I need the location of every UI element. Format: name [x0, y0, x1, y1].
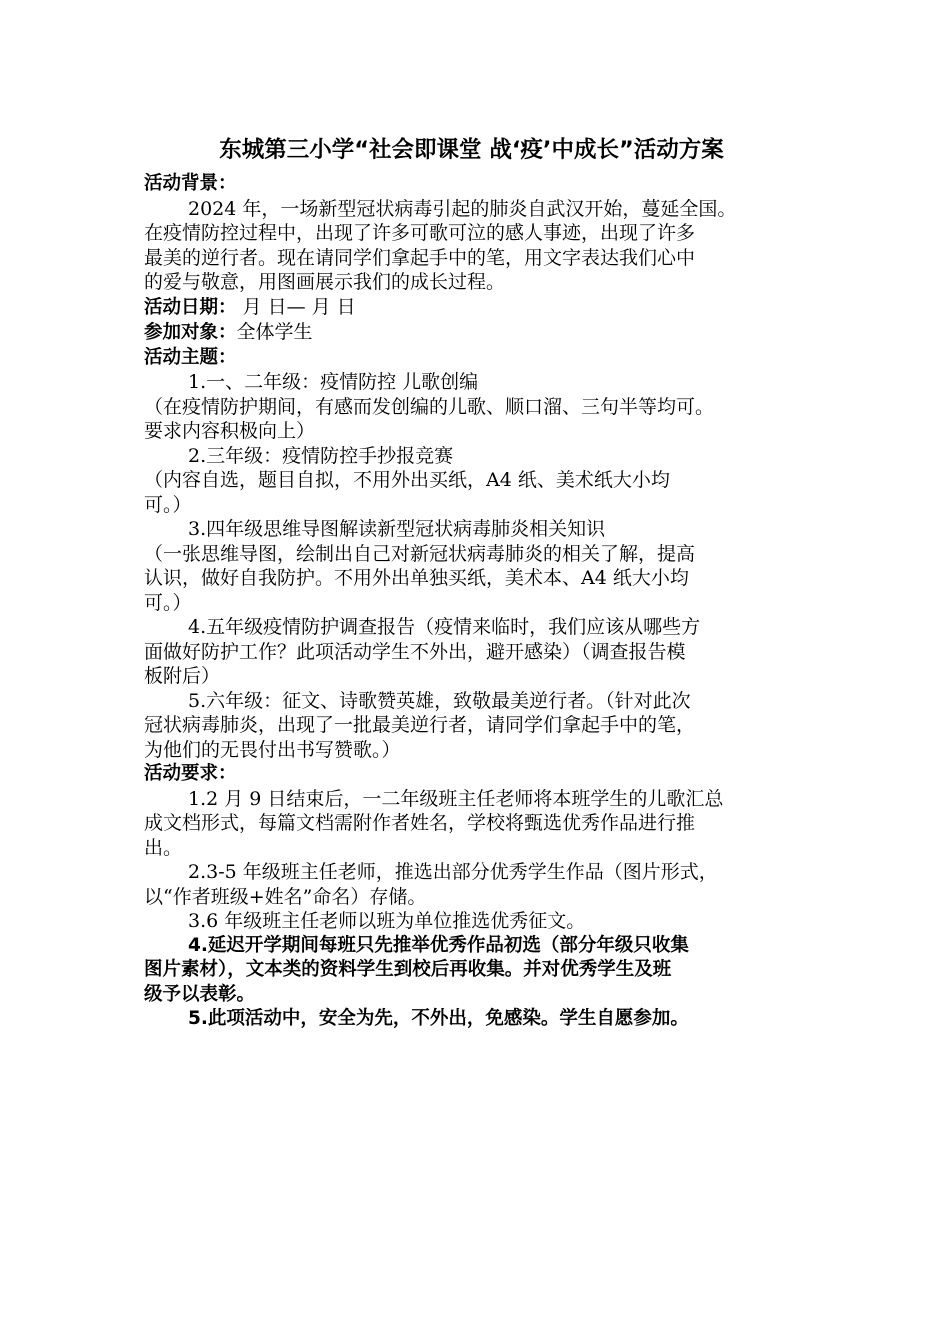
background-line: 最美的逆行者。现在请同学们拿起手中的笔，用文字表达我们心中 [144, 246, 696, 269]
requirement-line: 以“作者班级+姓名”命名）存储。 [144, 885, 427, 908]
requirement-lead: 4.延迟开学期间每班只先推举优秀作品初选（部分年级只收集 [188, 934, 689, 956]
theme-line: 为他们的无畏付出书写赞歌。） [144, 738, 401, 761]
requirement-line: 成文档形式，每篇文档需附作者姓名，学校将甄选优秀作品进行推 [144, 812, 696, 834]
theme-lead: 1.一、二年级：疫情防控 儿歌创编 [188, 371, 479, 393]
theme-line: 冠状病毒肺炎，出现了一批最美逆行者，请同学们拿起手中的笔， [144, 714, 696, 736]
document-title: 东城第三小学“社会即课堂 战‘疫’中成长”活动方案 [219, 137, 724, 163]
requirement-line: 级予以表彰。 [144, 983, 256, 1005]
theme-item [144, 444, 809, 518]
requirement-item [144, 787, 809, 861]
participants-value: 全体学生 [236, 321, 313, 343]
theme-item [144, 689, 809, 763]
theme-lead: 4.五年级疫情防护调查报告（疫情来临时，我们应该从哪些方 [188, 616, 701, 638]
themes-section [144, 346, 809, 763]
requirement-line: 出。 [144, 836, 183, 859]
background-heading: 活动背景： [144, 173, 237, 194]
requirement-item [144, 909, 809, 934]
date-row [144, 295, 809, 321]
requirement-lead: 2.3-5 年级班主任老师，推选出部分优秀学生作品（图片形式， [188, 861, 718, 883]
theme-line: 认识，做好自我防护。不用外出单独买纸，美术本、A4 纸大小均 [144, 567, 689, 589]
date-heading: 活动日期： [144, 296, 237, 318]
theme-lead: 3.四年级思维导图解读新型冠状病毒肺炎相关知识 [188, 518, 606, 540]
background-line: 在疫情防控过程中，出现了许多可歌可泣的感人事迹，出现了许多 [144, 222, 696, 244]
requirement-lead: 1.2 月 9 日结束后，一二年级班主任老师将本班学生的儿歌汇总 [188, 787, 724, 810]
theme-line: 可。） [144, 493, 192, 516]
background-section [144, 172, 809, 295]
requirement-lead: 3.6 年级班主任老师以班为单位推选优秀征文。 [188, 910, 586, 932]
theme-item [144, 370, 809, 444]
theme-line: （一张思维导图，绘制出自己对新冠状病毒肺炎的相关了解，提高 [144, 542, 696, 565]
theme-line: 面做好防护工作？此项活动学生不外出，避开感染）（调查报告模 [144, 640, 686, 663]
theme-line: 要求内容积极向上） [144, 420, 316, 442]
requirement-item [144, 860, 809, 909]
theme-item [144, 517, 809, 615]
requirement-lead: 5.此项活动中，安全为先，不外出，免感染。学生自愿参加。 [188, 1008, 689, 1029]
theme-lead: 2.三年级：疫情防控手抄报竞赛 [188, 444, 454, 467]
theme-line: （内容自选，题目自拟，不用外出买纸，A4 纸、美术纸大小均 [144, 469, 670, 491]
requirement-item-bold [144, 1007, 809, 1032]
requirements-section [144, 762, 809, 1032]
theme-item [144, 615, 809, 689]
document-page [144, 134, 809, 1032]
themes-heading: 活动主题： [144, 346, 237, 368]
background-line: 2024 年，一场新型冠状病毒引起的肺炎自武汉开始，蔓延全国。 [188, 197, 737, 220]
requirement-line: 图片素材），文本类的资料学生到校后再收集。并对优秀学生及班 [144, 959, 672, 980]
theme-lead: 5.六年级：征文、诗歌赞英雄，致敬最美逆行者。（针对此次 [188, 689, 691, 712]
background-line: 的爱与敬意，用图画展示我们的成长过程。 [144, 271, 506, 293]
requirements-heading: 活动要求： [144, 763, 237, 784]
theme-line: （在疫情防护期间，有感而发创编的儿歌、顺口溜、三句半等均可。 [144, 395, 715, 418]
theme-line: 可。） [144, 591, 192, 614]
participants-heading: 参加对象： [144, 322, 237, 343]
requirement-item-bold [144, 934, 809, 1008]
theme-line: 板附后） [144, 665, 221, 687]
date-value: 月 日— 月 日 [236, 295, 356, 318]
participants-row [144, 320, 809, 346]
